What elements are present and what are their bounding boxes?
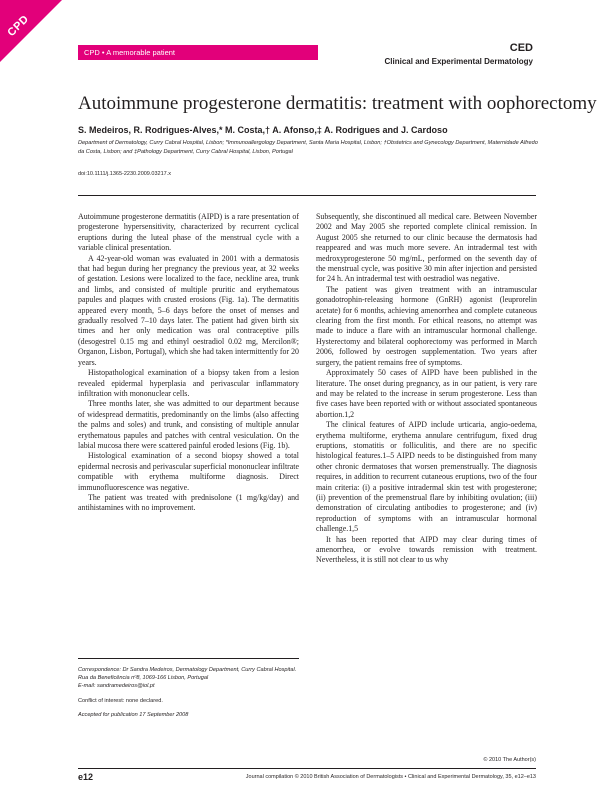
correspondence-address: Correspondence: Dr Sandra Medeiros, Dermatology Department, Curry Cabral Hospital. Rua da Beneficência nº8, 1069-166 Lisbon, Portugal bbox=[78, 667, 297, 682]
article-doi: doi:10.1111/j.1365-2230.2009.03217.x bbox=[78, 171, 171, 177]
section-label: CPD • A memorable patient bbox=[78, 45, 318, 60]
paragraph: Histopathological examination of a biopsy taken from a lesion revealed epidermal hyperplasia and perivascular inflammatory infiltration with mononuclear cells. bbox=[78, 368, 299, 398]
header-rule bbox=[78, 195, 536, 196]
article-authors: S. Medeiros, R. Rodrigues-Alves,* M. Costa,† A. Afonso,‡ A. Rodrigues and J. Cardoso bbox=[78, 125, 448, 135]
journal-name: Clinical and Experimental Dermatology bbox=[384, 57, 533, 66]
correspondence bbox=[78, 666, 299, 691]
paragraph: The patient was treated with prednisolone (1 mg/kg/day) and antihistamines with no improvement. bbox=[78, 492, 299, 513]
paragraph: It has been reported that AIPD may clear during times of amenorrhea, or evolve towards remission with treatment. Nevertheless, it is still not clear to us why bbox=[316, 534, 537, 565]
paragraph: The clinical features of AIPD include urticaria, angio-oedema, erythema multiforme, erythema annulare centrifugum, fixed drug eruptions, stomatitis or folliculitis, and there are no specific histological features.1–5 AIPD needs to be distinguished from many other chronic dermatoses that worsen premenstrually. The diagnosis requires, in addition to recurrent cutaneous eruptions, two of the four main criteria: (i) a positive intradermal skin test with progesterone; (ii) prevention of the premenstrual flare by inhibiting ovulation; (iii) demonstration of circulating antibodies to progesterone; and (iv) reproduction of symptoms with an intramuscular hormonal challenge.1,5 bbox=[316, 420, 537, 534]
body-column-right bbox=[316, 212, 537, 566]
article-title: Autoimmune progesterone dermatitis: treatment with oophorectomy bbox=[78, 93, 597, 114]
cpd-corner-label: CPD bbox=[5, 13, 32, 39]
paragraph: Approximately 50 cases of AIPD have been published in the literature. The onset during pregnancy, as in our patient, is very rare and may be related to the increase in serum progesterone. Less than five cases have been reported with or without associated spontaneous abortion.1,2 bbox=[316, 368, 537, 419]
journal-abbreviation: CED bbox=[509, 42, 533, 54]
correspondence-email: E-mail: sandramedeiros@iol.pt bbox=[78, 683, 155, 690]
paragraph: Autoimmune progesterone dermatitis (AIPD) is a rare presentation of progesterone hypersensitivity, characterized by recurrent cyclical eruptions during the luteal phase of the menstrual cycle with a variable clinical presentation. bbox=[78, 212, 299, 253]
paragraph: Histological examination of a second biopsy showed a total epidermal necrosis and perivascular superficial mononuclear infiltrate compatible with erythema multiforme diagnosis. Direct immunofluorescence was negative. bbox=[78, 451, 299, 492]
paragraph: The patient was given treatment with an intramuscular gonadotrophin-releasing hormone (GnRH) agonist (leuprorelin acetate) for 6 months, achieving amenorrhea and complete cutaneous clearing from the first month. For ethical reasons, no attempt was made to induce a flare with an intramuscular hormonal challenge. Hysterectomy and bilateral oophorectomy was performed in March 2006, followed by oestrogen supplementation. Two years after surgery, the patient remains free of symptoms. bbox=[316, 284, 537, 367]
author-affiliations: Department of Dermatology, Curry Cabral Hospital, Lisbon; *Immunoallergology Department, Santa Maria Hospital, Lisbon; †Obstetrics and Gynecology Department, Maternidade Alfredo da Costa, Lisbon; and ‡Pathology Department, Curry Cabral Hospital, Lisbon, Portugal bbox=[78, 140, 538, 155]
article-notes bbox=[78, 658, 299, 725]
conflict-of-interest: Conflict of interest: none declared. bbox=[78, 697, 163, 704]
footer-rule bbox=[78, 768, 536, 769]
paragraph: Three months later, she was admitted to our department because of widespread dermatitis, predominantly on the limbs (also affecting the palms and soles) and trunk, and consisting of multiple annular erythematous papules and patches with central vesiculation. On the labial mucosa there were scattered painful eroded lesions (Fig. 1b). bbox=[78, 399, 299, 450]
body-column-left bbox=[78, 212, 299, 514]
journal-footer: Journal compilation © 2010 British Association of Dermatologists • Clinical and Experimental Dermatology, 35, e12–e13 bbox=[245, 774, 536, 780]
copyright: © 2010 The Author(s) bbox=[483, 757, 536, 763]
paragraph: A 42-year-old woman was evaluated in 2001 with a dermatosis that had begun during her pregnancy the previous year, at 32 weeks of gestation. Lesions were localized to the face, neckline area, trunk and limbs, and consisted of multiple pruritic and erythematous papules and plaques with crusted erosions (Fig. 1a). The dermatitis appeared every month, 5–6 days before the onset of menses and gradually resolved 7–10 days later. The patient had given birth six times and her only medication was oral contraceptive pills (desogestrel 0.15 mg and ethinyl oestradiol 0.02 mg, Mercilon®; Organon, Lisbon, Portugal), which she had taken intermittently for 20 years. bbox=[78, 253, 299, 367]
paragraph: Subsequently, she discontinued all medical care. Between November 2002 and May 2005 she reported complete clinical remission. In August 2005 she returned to our clinic because the dermatosis had reappeared and was much more severe. An intradermal test with medroxyprogesterone 50 mg/mL, performed on the seventh day of the menstrual cycle, was positive 30 min after injection and persisted for 24 h. An intradermal test with oestradiol was negative. bbox=[316, 212, 537, 284]
page-number: e12 bbox=[78, 772, 94, 782]
accepted-date: Accepted for publication 17 September 2008 bbox=[78, 711, 189, 718]
